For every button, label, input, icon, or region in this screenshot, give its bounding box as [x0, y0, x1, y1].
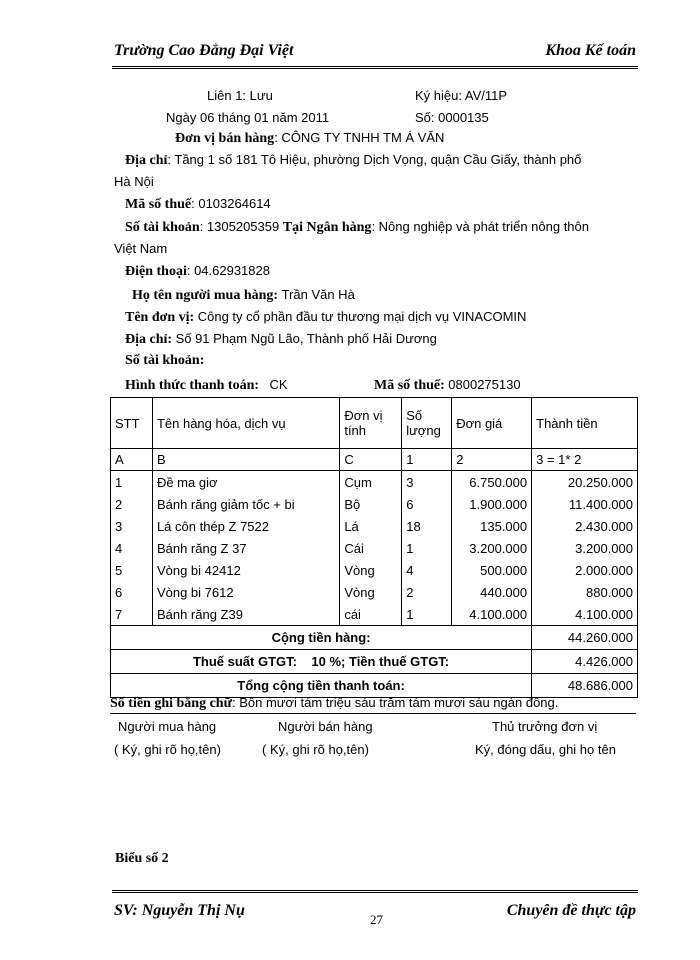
header-department: Khoa Kế toán [545, 42, 636, 59]
total-row [111, 674, 638, 698]
code-cell: C [340, 449, 402, 471]
header-rule [112, 66, 638, 69]
seller-tax: Mã số thuế: 0103264614 [125, 196, 271, 212]
subtotal-row [111, 626, 638, 650]
amount-in-words: Số tiền ghi bằng chữ: Bốn mươi tám triệu sáu trăm tám mươi sáu ngàn đồng. [110, 695, 636, 714]
table-code-row [111, 449, 638, 471]
buyer-address: Địa chỉ: Số 91 Phạm Ngũ Lão, Thành phố Hải Dương [125, 331, 437, 347]
seller-address-cont: Hà Nội [114, 174, 154, 189]
page-number: 27 [370, 912, 383, 927]
header-school: Trường Cao Đẳng Đại Việt [114, 42, 294, 59]
subtotal-value: 44.260.000 [532, 626, 638, 650]
code-cell: A [111, 449, 153, 471]
table-row: 1 Đề ma giơ Cụm 3 6.750.000 20.250.000 [111, 471, 638, 494]
figure-caption: Biểu số 2 [115, 851, 169, 866]
vat-label: Thuế suất GTGT: 10 %; Tiền thuế GTGT: [111, 650, 532, 674]
code-cell: 3 = 1* 2 [532, 449, 638, 471]
vat-value: 4.426.000 [532, 650, 638, 674]
footer-report: Chuyên đề thực tập [506, 902, 636, 919]
footer-student: SV: Nguyễn Thị Nụ [114, 902, 245, 919]
invoice-date: Ngày 06 tháng 01 năm 2011 [166, 110, 330, 125]
buyer-payment: Hình thức thanh toán: CK [125, 377, 288, 393]
table-row: 5 Vòng bi 42412 Vòng 4 500.000 2.000.000 [111, 559, 638, 581]
table-row: 2 Bánh răng giảm tốc + bi Bộ 6 1.900.000 11.400.000 [111, 493, 638, 515]
table-header-row [111, 398, 638, 449]
invoice-number: Số: 0000135 [415, 110, 489, 125]
invoice-symbol: Ký hiệu: AV/11P [415, 88, 508, 103]
vat-row [111, 650, 638, 674]
signature-seller-title: Người bán hàng [278, 719, 373, 734]
signature-director-title: Thủ trưởng đơn vị [492, 719, 598, 734]
total-label: Tổng cộng tiền thanh toán: [111, 674, 532, 698]
col-header-unit: Đơn vị tính [340, 398, 402, 449]
buyer-tax: Mã số thuế: 0800275130 [374, 377, 521, 393]
signature-buyer-note: ( Ký, ghi rõ họ,tên) [114, 742, 221, 757]
table-row: 7 Bánh răng Z39 cái 1 4.100.000 4.100.000 [111, 603, 638, 626]
subtotal-label: Cộng tiền hàng: [111, 626, 532, 650]
signature-seller-note: ( Ký, ghi rõ họ,tên) [262, 742, 369, 757]
code-cell: 1 [402, 449, 452, 471]
code-cell: 2 [452, 449, 532, 471]
table-row: 3 Lá côn thép Z 7522 Lá 18 135.000 2.430.000 [111, 515, 638, 537]
signature-director-note: Ký, đóng dấu, ghi họ tên [475, 742, 616, 757]
seller-phone: Điện thoại: 04.62931828 [125, 263, 270, 279]
col-header-qty: Số lượng [402, 398, 452, 449]
buyer-unit: Tên đơn vị: Công ty cổ phần đầu tư thương mại dịch vụ VINACOMIN [125, 309, 527, 325]
seller-address: Địa chỉ: Tầng 1 số 181 Tô Hiệu, phường Dịch Vọng, quận Cầu Giấy, thành phố [125, 152, 582, 168]
col-header-stt: STT [111, 398, 153, 449]
total-value: 48.686.000 [532, 674, 638, 698]
table-row: 4 Bánh răng Z 37 Cái 1 3.200.000 3.200.000 [111, 537, 638, 559]
code-cell: B [152, 449, 339, 471]
signature-buyer-title: Người mua hàng [118, 719, 217, 734]
col-header-amount: Thành tiền [532, 398, 638, 449]
buyer-name: Họ tên người mua hàng: Trần Văn Hà [132, 287, 355, 303]
seller-unit: Đơn vị bán hàng: CÔNG TY TNHH TM Á VĂN [175, 130, 445, 146]
seller-bank-cont: Việt Nam [114, 241, 168, 256]
invoice-table [110, 397, 638, 698]
invoice-copy: Liên 1: Lưu [207, 88, 273, 103]
table-row: 6 Vòng bi 7612 Vòng 2 440.000 880.000 [111, 581, 638, 603]
buyer-account: Số tài khoản: [125, 353, 205, 368]
col-header-name: Tên hàng hóa, dịch vụ [152, 398, 339, 449]
seller-account: Số tài khoản: 1305205359 Tại Ngân hàng: Nông nghiệp và phát triển nông thôn [125, 219, 589, 235]
footer-rule [112, 890, 638, 893]
col-header-price: Đơn giá [452, 398, 532, 449]
